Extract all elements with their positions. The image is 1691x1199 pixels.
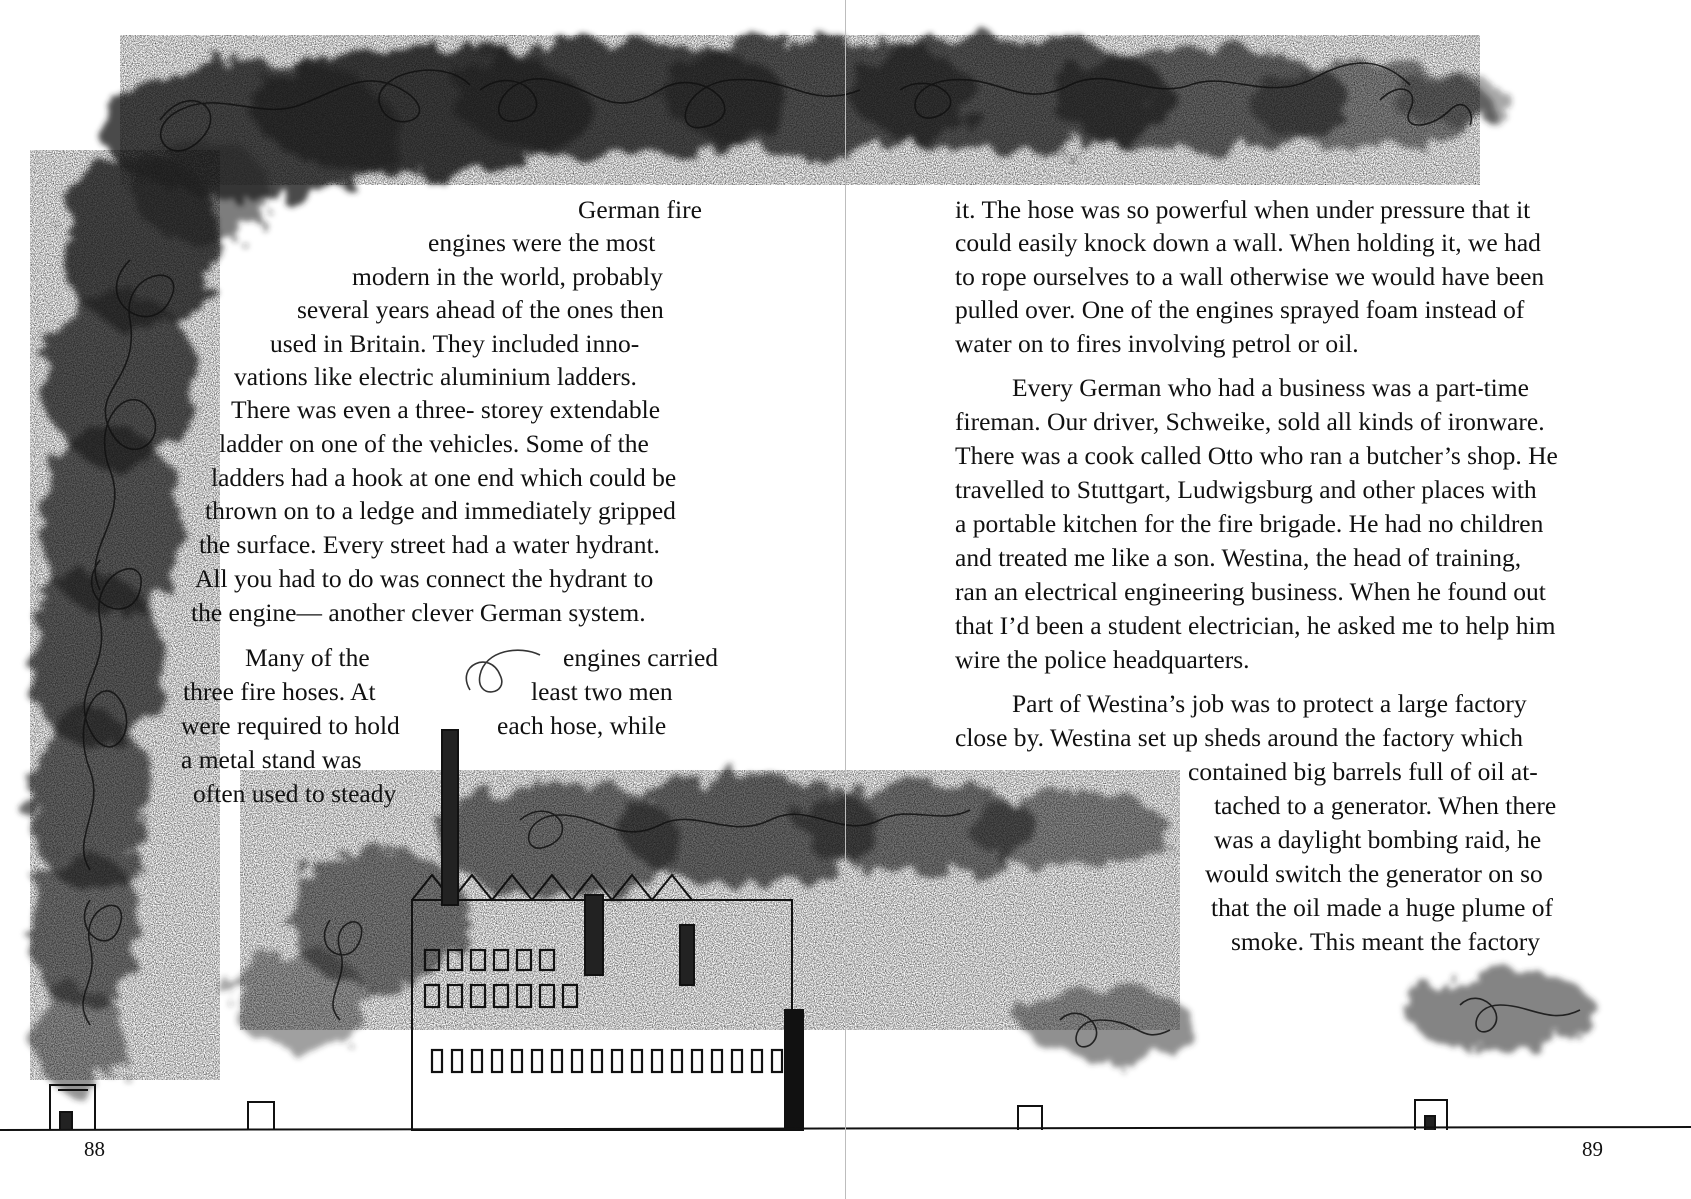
- text-line: ladder on one of the vehicles. Some of the: [219, 429, 649, 458]
- text-line: the engine— another clever German system.: [191, 598, 646, 627]
- text-line: was a daylight bombing raid, he: [1214, 825, 1542, 854]
- text-line: could easily knock down a wall. When holding it, we had: [955, 228, 1541, 257]
- text-line: engines carried: [563, 643, 719, 672]
- text-line: were required to hold: [181, 711, 400, 740]
- text-line: tached to a generator. When there: [1214, 791, 1557, 820]
- text-line: contained big barrels full of oil at-: [1188, 757, 1538, 786]
- page-number-left: 88: [84, 1137, 105, 1161]
- text-line: pulled over. One of the engines sprayed foam instead of: [955, 295, 1525, 324]
- text-line: All you had to do was connect the hydrant to: [195, 564, 654, 593]
- text-line: travelled to Stuttgart, Ludwigsburg and other places with: [955, 475, 1537, 504]
- text-line: fireman. Our driver, Schweike, sold all kinds of ironware.: [955, 407, 1545, 436]
- text-line: smoke. This meant the factory: [1231, 927, 1540, 956]
- text-line: that the oil made a huge plume of: [1211, 893, 1554, 922]
- text-line: Every German who had a business was a part-time: [1012, 373, 1529, 402]
- text-line: a metal stand was: [181, 745, 362, 774]
- text-line: each hose, while: [497, 711, 667, 740]
- page-number-right: 89: [1582, 1137, 1603, 1161]
- text-line: the surface. Every street had a water hydrant.: [199, 530, 660, 559]
- text-line: a portable kitchen for the fire brigade. He had no children: [955, 509, 1544, 538]
- oil-sheds: [50, 1085, 1447, 1130]
- text-line: three fire hoses. At: [183, 677, 376, 706]
- text-line: ladders had a hook at one end which could be: [211, 463, 677, 492]
- text-line: There was even a three- storey extendable: [231, 395, 661, 424]
- text-line: that I’d been a student electrician, he asked me to help him: [955, 611, 1556, 640]
- text-line: German fire: [578, 195, 702, 224]
- text-line: close by. Westina set up sheds around the factory which: [955, 723, 1524, 752]
- text-line: would switch the generator on so: [1205, 859, 1543, 888]
- text-line: to rope ourselves to a wall otherwise we would have been: [955, 262, 1545, 291]
- text-line: least two men: [531, 677, 673, 706]
- text-line: Many of the: [245, 643, 370, 672]
- text-line: several years ahead of the ones then: [297, 295, 664, 324]
- page-gutter: [845, 0, 846, 1199]
- text-line: water on to fires involving petrol or oil.: [955, 329, 1359, 358]
- text-line: often used to steady: [193, 779, 397, 808]
- smoke-top-grain: [120, 35, 1480, 185]
- text-line: vations like electric aluminium ladders.: [234, 362, 637, 391]
- text-line: it. The hose was so powerful when under pressure that it: [955, 195, 1531, 224]
- text-line: ran an electrical engineering business. When he found out: [955, 577, 1546, 606]
- text-line: thrown on to a ledge and immediately gripped: [205, 496, 676, 525]
- text-line: used in Britain. They included inno-: [270, 329, 640, 358]
- text-line: and treated me like a son. Westina, the head of training,: [955, 543, 1522, 572]
- text-line: Part of Westina’s job was to protect a large factory: [1012, 689, 1527, 718]
- text-line: modern in the world, probably: [352, 262, 663, 291]
- text-line: wire the police headquarters.: [955, 645, 1250, 674]
- text-line: engines were the most: [428, 228, 656, 257]
- text-line: There was a cook called Otto who ran a butcher’s shop. He: [955, 441, 1558, 470]
